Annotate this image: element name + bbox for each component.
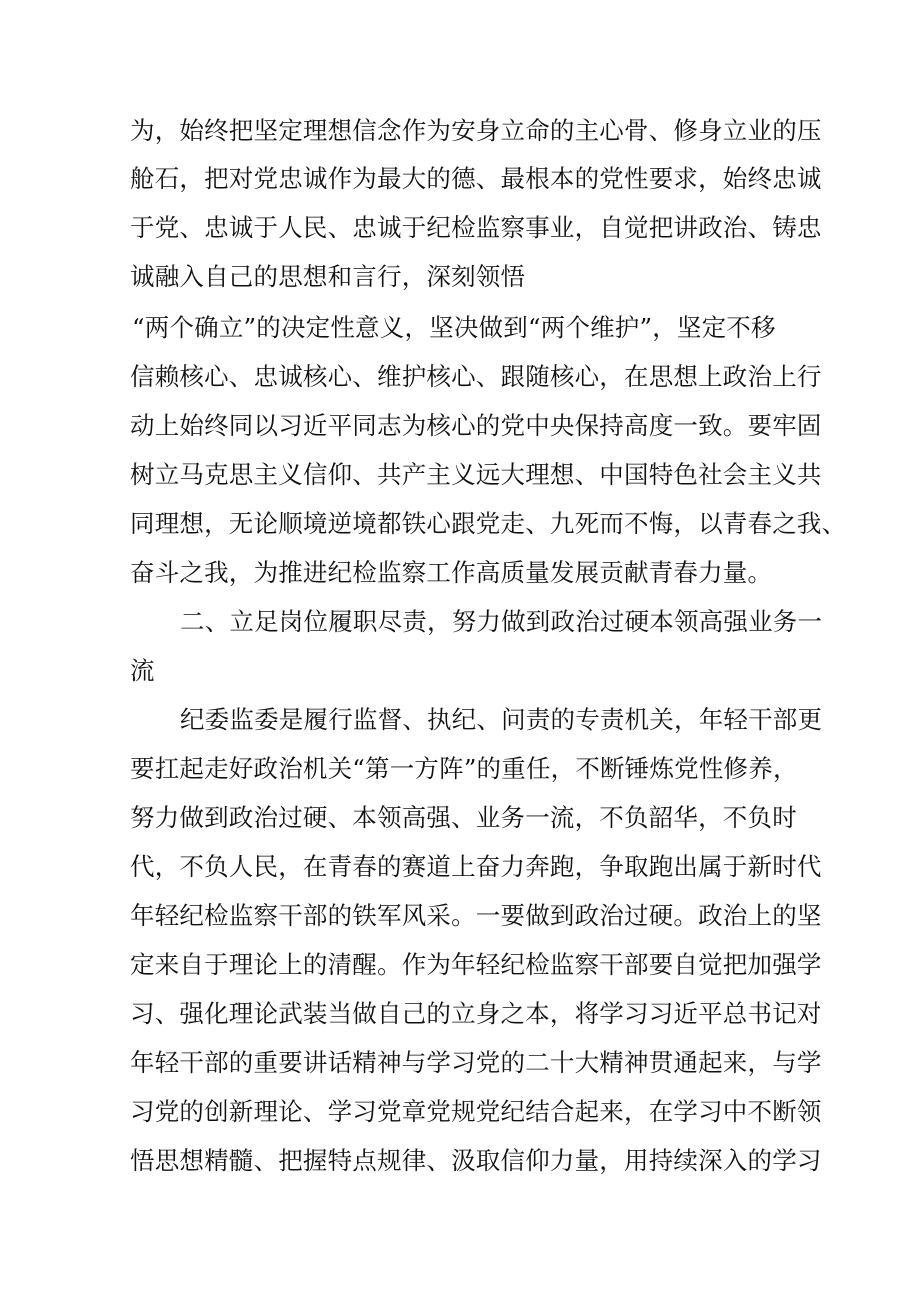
text-line: 信赖核心、忠诚核心、维护核心、跟随核心，在思想上政治上行 (130, 362, 822, 391)
text-line: 代，不负人民，在青春的赛道上奋力奔跑，争取跑出属于新时代 (130, 852, 822, 881)
text-line: 于党、忠诚于人民、忠诚于纪检监察事业，自觉把讲政治、铸忠 (130, 213, 822, 242)
section-heading: 二、立足岗位履职尽责，努力做到政治过硬本领高强业务一 (180, 607, 823, 636)
text-line: 树立马克思主义信仰、共产主义远大理想、中国特色社会主义共 (130, 460, 822, 489)
text-line: 习党的创新理论、学习党章党规党纪结合起来，在学习中不断领 (130, 1097, 822, 1126)
section-heading: 流 (130, 656, 155, 685)
text-line: 舱石，把对党忠诚作为最大的德、最根本的党性要求，始终忠诚 (130, 164, 822, 193)
text-line: 为，始终把坚定理想信念作为安身立命的主心骨、修身立业的压 (130, 116, 822, 145)
text-line: 定来自于理论上的清醒。作为年轻纪检监察干部要自觉把加强学 (130, 950, 822, 979)
text-line: 悟思想精髓、把握特点规律、汲取信仰力量，用持续深入的学习 (130, 1146, 822, 1175)
text-line: 奋斗之我，为推进纪检监察工作高质量发展贡献青春力量。 (130, 558, 773, 587)
text-line: 努力做到政治过硬、本领高强、业务一流，不负韶华，不负时 (130, 803, 797, 832)
text-line: 年轻干部的重要讲话精神与学习党的二十大精神贯通起来，与学 (130, 1048, 822, 1077)
text-line: 同理想，无论顺境逆境都铁心跟党走、九死而不悔，以青春之我、 (130, 509, 847, 538)
text-line: 动上始终同以习近平同志为核心的党中央保持高度一致。要牢固 (130, 411, 822, 440)
text-line: 习、强化理论武装当做自己的立身之本，将学习习近平总书记对 (130, 999, 822, 1028)
text-line: 纪委监委是履行监督、执纪、问责的专责机关，年轻干部更 (180, 705, 823, 734)
text-line: 诚融入自己的思想和言行，深刻领悟 (130, 262, 526, 291)
text-line: 年轻纪检监察干部的铁军风采。一要做到政治过硬。政治上的坚 (130, 901, 822, 930)
text-line: “两个确立”的决定性意义，坚决做到“两个维护”，坚定不移 (132, 313, 776, 342)
text-line: 要扛起走好政治机关“第一方阵”的重任，不断锤炼党性修养， (130, 754, 798, 783)
